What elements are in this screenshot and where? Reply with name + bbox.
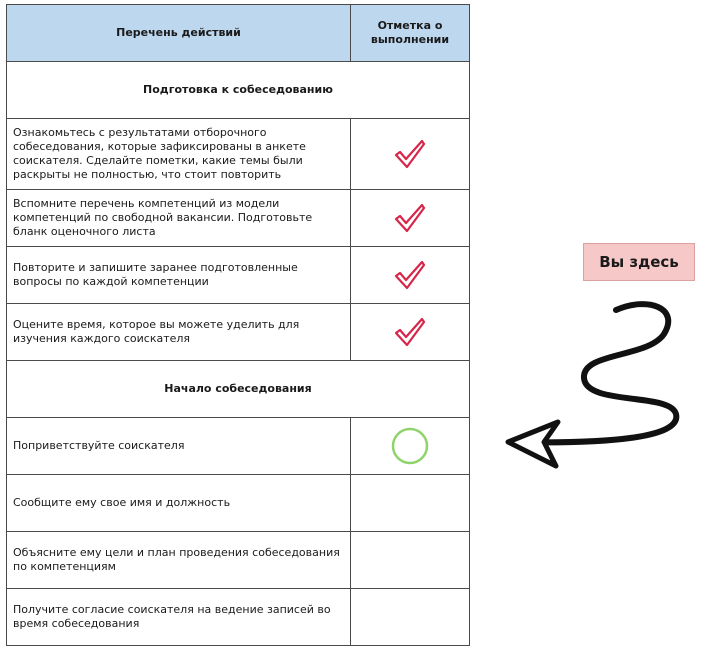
mark-cell [351,190,470,247]
table-row [7,475,470,532]
curved-arrow-icon [498,294,694,478]
mark-cell [351,532,470,589]
action-text: Получите согласие соискателя на ведение записей во время собеседования [7,589,351,646]
checkmark-icon [393,259,427,291]
you-are-here-badge: Вы здесь [583,243,695,281]
section-row [7,361,470,418]
checkmark-icon [393,316,427,348]
table-row [7,418,470,475]
action-text: Сообщите ему свое имя и должность [7,475,351,532]
header-action: Перечень действий [7,5,351,62]
section-title: Подготовка к собеседованию [7,62,470,119]
action-text: Повторите и запишите заранее подготовленные вопросы по каждой компетенции [7,247,351,304]
table-row [7,304,470,361]
table-row [7,190,470,247]
table-row [7,119,470,190]
header-mark: Отметка о выполнении [351,5,470,62]
mark-cell [351,247,470,304]
section-title: Начало собеседования [7,361,470,418]
circle-icon [390,426,430,466]
section-row [7,62,470,119]
mark-cell [351,119,470,190]
table-row [7,532,470,589]
checklist-table [6,4,470,646]
checkmark-icon [393,202,427,234]
action-text: Ознакомьтесь с результатами отборочного собеседования, которые зафиксированы в анкете соискателя. Сделайте пометки, какие темы были раскрыты не полностью, что стоит повторить [7,119,351,190]
table-header-row [7,5,470,62]
mark-cell [351,475,470,532]
table-row [7,247,470,304]
checkmark-icon [393,138,427,170]
action-text: Вспомните перечень компетенций из модели компетенций по свободной вакансии. Подготовьте бланк оценочного листа [7,190,351,247]
action-text: Оцените время, которое вы можете уделить для изучения каждого соискателя [7,304,351,361]
action-text: Объясните ему цели и план проведения собеседования по компетенциям [7,532,351,589]
mark-cell [351,304,470,361]
mark-cell [351,589,470,646]
mark-cell [351,418,470,475]
action-text: Поприветствуйте соискателя [7,418,351,475]
table-row [7,589,470,646]
